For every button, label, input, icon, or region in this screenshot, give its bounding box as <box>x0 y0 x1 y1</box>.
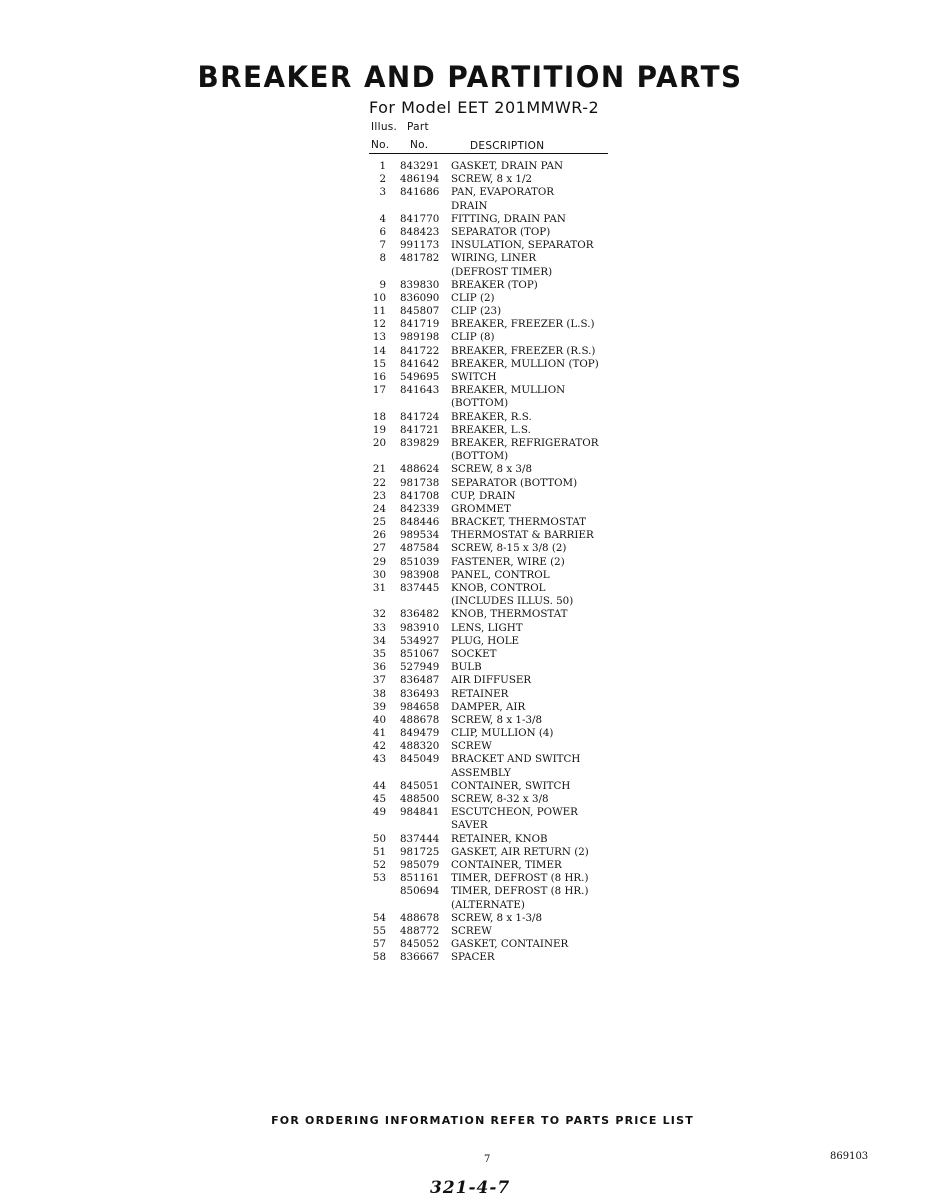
parts-list <box>369 160 629 964</box>
part-description: CONTAINER, SWITCH <box>451 779 571 792</box>
part-description: (BOTTOM) <box>451 397 509 410</box>
part-description: CLIP (23) <box>451 305 502 318</box>
part-description: BREAKER, MULLION (TOP) <box>451 357 599 370</box>
header-rule <box>369 153 608 154</box>
part-description: SCREW, 8 x 1-3/8 <box>451 911 543 924</box>
illus-number: 24 <box>372 502 386 515</box>
part-number: 983908 <box>400 568 440 581</box>
illus-number: 7 <box>379 239 386 252</box>
part-row <box>369 780 629 793</box>
part-description: CONTAINER, TIMER <box>451 858 562 871</box>
illus-number: 17 <box>372 384 386 397</box>
illus-number: 31 <box>372 582 386 594</box>
part-number: 989198 <box>400 331 440 344</box>
model-subtitle: For Model EET 201MMWR-2 <box>369 98 600 117</box>
part-row <box>369 305 629 318</box>
part-row <box>369 173 629 186</box>
part-description: DRAIN <box>451 199 488 212</box>
part-row <box>369 833 629 846</box>
part-number: 488500 <box>400 793 440 805</box>
illus-number: 4 <box>379 212 386 225</box>
part-description: CLIP (8) <box>451 331 495 344</box>
part-row <box>369 925 629 938</box>
illus-number: 30 <box>372 568 386 581</box>
part-description: PAN, EVAPORATOR <box>451 186 555 199</box>
illus-number: 34 <box>372 634 386 647</box>
part-number: 488320 <box>400 740 440 753</box>
part-description: AIR DIFFUSER <box>451 674 532 687</box>
part-number: 841719 <box>400 318 440 331</box>
illus-number: 3 <box>379 186 386 199</box>
part-number: 836667 <box>400 951 440 964</box>
part-description: SOCKET <box>451 647 497 660</box>
part-description: CLIP, MULLION (4) <box>451 727 554 740</box>
part-row <box>369 318 629 331</box>
part-description: LENS, LIGHT <box>451 621 523 634</box>
part-description: BREAKER, REFRIGERATOR <box>451 436 599 449</box>
part-row <box>369 358 629 371</box>
illus-number: 25 <box>372 516 386 529</box>
illus-number: 27 <box>372 542 386 555</box>
illus-number: 26 <box>372 529 386 542</box>
part-row <box>369 569 629 582</box>
part-row <box>369 859 629 872</box>
part-description: SAVER <box>451 819 488 832</box>
illus-number: 36 <box>372 661 386 674</box>
part-row <box>369 279 629 292</box>
illus-number: 39 <box>372 700 386 713</box>
illus-number: 18 <box>372 410 386 423</box>
part-row-continuation <box>369 899 629 912</box>
part-row <box>369 371 629 384</box>
part-row <box>369 331 629 344</box>
page-title: BREAKER AND PARTITION PARTS <box>197 60 743 94</box>
part-row <box>369 503 629 516</box>
part-row-continuation <box>369 450 629 463</box>
part-row <box>369 437 629 450</box>
part-row <box>369 648 629 661</box>
part-number: 984841 <box>400 806 440 819</box>
part-number: 534927 <box>400 634 440 647</box>
part-description: FITTING, DRAIN PAN <box>451 212 566 225</box>
part-number: 839830 <box>400 278 440 291</box>
illus-number: 35 <box>372 647 386 660</box>
part-description: SEPARATOR (TOP) <box>451 225 551 238</box>
part-number: 549695 <box>400 371 440 383</box>
part-number: 845051 <box>400 779 440 792</box>
part-number: 985079 <box>400 858 440 871</box>
part-number: 981725 <box>400 845 440 858</box>
part-row <box>369 477 629 490</box>
part-description: GASKET, DRAIN PAN <box>451 160 564 172</box>
part-description: TIMER, DEFROST (8 HR.) <box>451 885 589 898</box>
part-row <box>369 345 629 358</box>
part-description: SCREW, 8 x 1/2 <box>451 173 533 186</box>
part-row-continuation <box>369 397 629 410</box>
illus-number: 12 <box>372 318 386 331</box>
illus-number: 21 <box>372 463 386 476</box>
part-description: CLIP (2) <box>451 291 495 304</box>
part-description: SCREW <box>451 740 492 753</box>
part-number: 841770 <box>400 212 440 225</box>
illus-number: 37 <box>372 674 386 687</box>
part-number: 836090 <box>400 291 440 304</box>
part-description: ASSEMBLY <box>451 766 511 779</box>
part-row <box>369 661 629 674</box>
illus-number: 8 <box>379 252 386 265</box>
illus-number: 15 <box>372 357 386 370</box>
part-row <box>369 885 629 898</box>
col-part-top: Part <box>407 121 429 133</box>
part-description: DAMPER, AIR <box>451 700 526 713</box>
part-row <box>369 740 629 753</box>
part-row <box>369 701 629 714</box>
part-description: GASKET, CONTAINER <box>451 938 569 951</box>
part-number: 837444 <box>400 832 440 845</box>
part-number: 841722 <box>400 344 440 357</box>
part-row <box>369 872 629 885</box>
illus-number: 9 <box>379 278 386 291</box>
part-description: SEPARATOR (BOTTOM) <box>451 476 578 489</box>
part-row <box>369 516 629 529</box>
part-number: 845049 <box>400 753 440 766</box>
part-number: 837445 <box>400 582 440 594</box>
part-row <box>369 793 629 806</box>
part-row <box>369 753 629 766</box>
part-number: 848446 <box>400 516 440 529</box>
part-row <box>369 951 629 964</box>
part-number: 836487 <box>400 674 440 687</box>
part-number: 488772 <box>400 924 440 937</box>
part-number: 845052 <box>400 938 440 951</box>
part-number: 488624 <box>400 463 440 476</box>
part-description: SCREW, 8-15 x 3/8 (2) <box>451 542 567 555</box>
part-row <box>369 582 629 595</box>
part-number: 842339 <box>400 502 440 515</box>
part-number: 850694 <box>400 885 440 898</box>
part-description: SWITCH <box>451 371 497 383</box>
part-description: PANEL, CONTROL <box>451 568 550 581</box>
part-description: KNOB, THERMOSTAT <box>451 608 568 621</box>
part-row <box>369 635 629 648</box>
illus-number: 45 <box>372 793 386 805</box>
part-number: 488678 <box>400 911 440 924</box>
part-description: THERMOSTAT & BARRIER <box>451 529 594 542</box>
illus-number: 53 <box>372 872 386 885</box>
part-row <box>369 213 629 226</box>
illus-number: 43 <box>372 753 386 766</box>
part-number: 527949 <box>400 661 440 674</box>
part-row <box>369 688 629 701</box>
part-row <box>369 252 629 265</box>
part-number: 481782 <box>400 252 440 265</box>
part-description: BREAKER, L.S. <box>451 423 531 436</box>
part-description: BREAKER, MULLION <box>451 384 566 397</box>
part-row <box>369 463 629 476</box>
part-row <box>369 608 629 621</box>
part-number: 851067 <box>400 647 440 660</box>
illus-number: 57 <box>372 938 386 951</box>
part-number: 849479 <box>400 727 440 740</box>
part-number: 851039 <box>400 555 440 568</box>
part-row <box>369 912 629 925</box>
page-number: 7 <box>484 1154 491 1165</box>
part-description: RETAINER, KNOB <box>451 832 548 845</box>
part-number: 981738 <box>400 476 440 489</box>
part-number: 841642 <box>400 357 440 370</box>
illus-number: 29 <box>372 555 386 568</box>
part-row <box>369 938 629 951</box>
part-number: 488678 <box>400 713 440 726</box>
part-number: 836482 <box>400 608 440 621</box>
illus-number: 19 <box>372 423 386 436</box>
part-number: 845807 <box>400 305 440 318</box>
col-part-no: No. <box>410 139 429 151</box>
part-row-continuation <box>369 595 629 608</box>
part-description: SCREW, 8 x 3/8 <box>451 463 533 476</box>
illus-number: 32 <box>372 608 386 621</box>
illus-number: 23 <box>372 489 386 502</box>
illus-number: 11 <box>372 305 386 318</box>
illus-number: 14 <box>372 344 386 357</box>
part-description: GASKET, AIR RETURN (2) <box>451 845 589 858</box>
part-description: BREAKER, R.S. <box>451 410 532 423</box>
part-row <box>369 226 629 239</box>
part-number: 836493 <box>400 687 440 700</box>
part-description: BULB <box>451 661 482 674</box>
part-number: 841724 <box>400 410 440 423</box>
illus-number: 2 <box>379 173 386 186</box>
illus-number: 55 <box>372 924 386 937</box>
part-description: ESCUTCHEON, POWER <box>451 806 578 819</box>
illus-number: 38 <box>372 687 386 700</box>
part-description: RETAINER <box>451 687 509 700</box>
part-row <box>369 542 629 555</box>
part-description: WIRING, LINER <box>451 252 537 265</box>
part-row <box>369 622 629 635</box>
part-description: BREAKER (TOP) <box>451 278 538 291</box>
illus-number: 20 <box>372 436 386 449</box>
col-no: No. <box>371 139 390 151</box>
illus-number: 58 <box>372 951 386 964</box>
part-number: 487584 <box>400 542 440 555</box>
illus-number: 6 <box>379 225 386 238</box>
part-description: FASTENER, WIRE (2) <box>451 555 565 568</box>
part-description: SCREW <box>451 924 492 937</box>
illus-number: 50 <box>372 832 386 845</box>
part-number: 991173 <box>400 239 440 252</box>
illus-number: 13 <box>372 331 386 344</box>
part-row <box>369 846 629 859</box>
part-description: CUP, DRAIN <box>451 489 516 502</box>
part-number: 841643 <box>400 384 440 397</box>
part-number: 839829 <box>400 436 440 449</box>
part-description: INSULATION, SEPARATOR <box>451 239 594 252</box>
part-row <box>369 556 629 569</box>
part-description: SPACER <box>451 951 495 964</box>
illus-number: 52 <box>372 858 386 871</box>
part-description: SCREW, 8-32 x 3/8 <box>451 793 549 805</box>
part-description: KNOB, CONTROL <box>451 582 546 594</box>
illus-number: 51 <box>372 845 386 858</box>
part-number: 851161 <box>400 872 440 885</box>
document-number: 869103 <box>830 1151 869 1162</box>
part-description: GROMMET <box>451 502 511 515</box>
part-row <box>369 239 629 252</box>
part-description: TIMER, DEFROST (8 HR.) <box>451 872 589 885</box>
part-row <box>369 186 629 199</box>
part-description: BREAKER, FREEZER (L.S.) <box>451 318 595 331</box>
part-row <box>369 411 629 424</box>
handwritten-note: 321-4-7 <box>430 1178 511 1198</box>
illus-number: 49 <box>372 806 386 819</box>
part-number: 843291 <box>400 160 440 172</box>
illus-number: 22 <box>372 476 386 489</box>
part-number: 486194 <box>400 173 440 186</box>
part-number: 983910 <box>400 621 440 634</box>
part-row <box>369 529 629 542</box>
part-row <box>369 714 629 727</box>
illus-number: 33 <box>372 621 386 634</box>
part-row <box>369 384 629 397</box>
part-description: BRACKET, THERMOSTAT <box>451 516 586 529</box>
part-row <box>369 674 629 687</box>
part-description: (ALTERNATE) <box>451 898 525 911</box>
part-number: 841686 <box>400 186 440 199</box>
part-row-continuation <box>369 266 629 279</box>
part-row <box>369 490 629 503</box>
illus-number: 16 <box>372 371 386 383</box>
part-number: 989534 <box>400 529 440 542</box>
col-illus-top: Illus. <box>371 121 398 133</box>
illus-number: 41 <box>372 727 386 740</box>
part-row-continuation <box>369 819 629 832</box>
part-number: 848423 <box>400 225 440 238</box>
part-description: (INCLUDES ILLUS. 50) <box>451 595 574 608</box>
part-number: 841721 <box>400 423 440 436</box>
part-description: (DEFROST TIMER) <box>451 265 553 278</box>
part-row-continuation <box>369 200 629 213</box>
part-description: PLUG, HOLE <box>451 634 520 647</box>
part-row <box>369 160 629 173</box>
part-number: 984658 <box>400 700 440 713</box>
illus-number: 40 <box>372 713 386 726</box>
illus-number: 1 <box>379 160 386 172</box>
part-description: BRACKET AND SWITCH <box>451 753 581 766</box>
illus-number: 54 <box>372 911 386 924</box>
part-row <box>369 292 629 305</box>
part-row <box>369 424 629 437</box>
ordering-footer: FOR ORDERING INFORMATION REFER TO PARTS PRICE LIST <box>271 1114 694 1127</box>
part-row-continuation <box>369 767 629 780</box>
illus-number: 44 <box>372 779 386 792</box>
part-row <box>369 806 629 819</box>
part-description: (BOTTOM) <box>451 450 509 463</box>
col-description: DESCRIPTION <box>470 140 545 152</box>
illus-number: 42 <box>372 740 386 753</box>
illus-number: 10 <box>372 291 386 304</box>
part-number: 841708 <box>400 489 440 502</box>
part-description: SCREW, 8 x 1-3/8 <box>451 713 543 726</box>
part-description: BREAKER, FREEZER (R.S.) <box>451 344 596 357</box>
part-row <box>369 727 629 740</box>
